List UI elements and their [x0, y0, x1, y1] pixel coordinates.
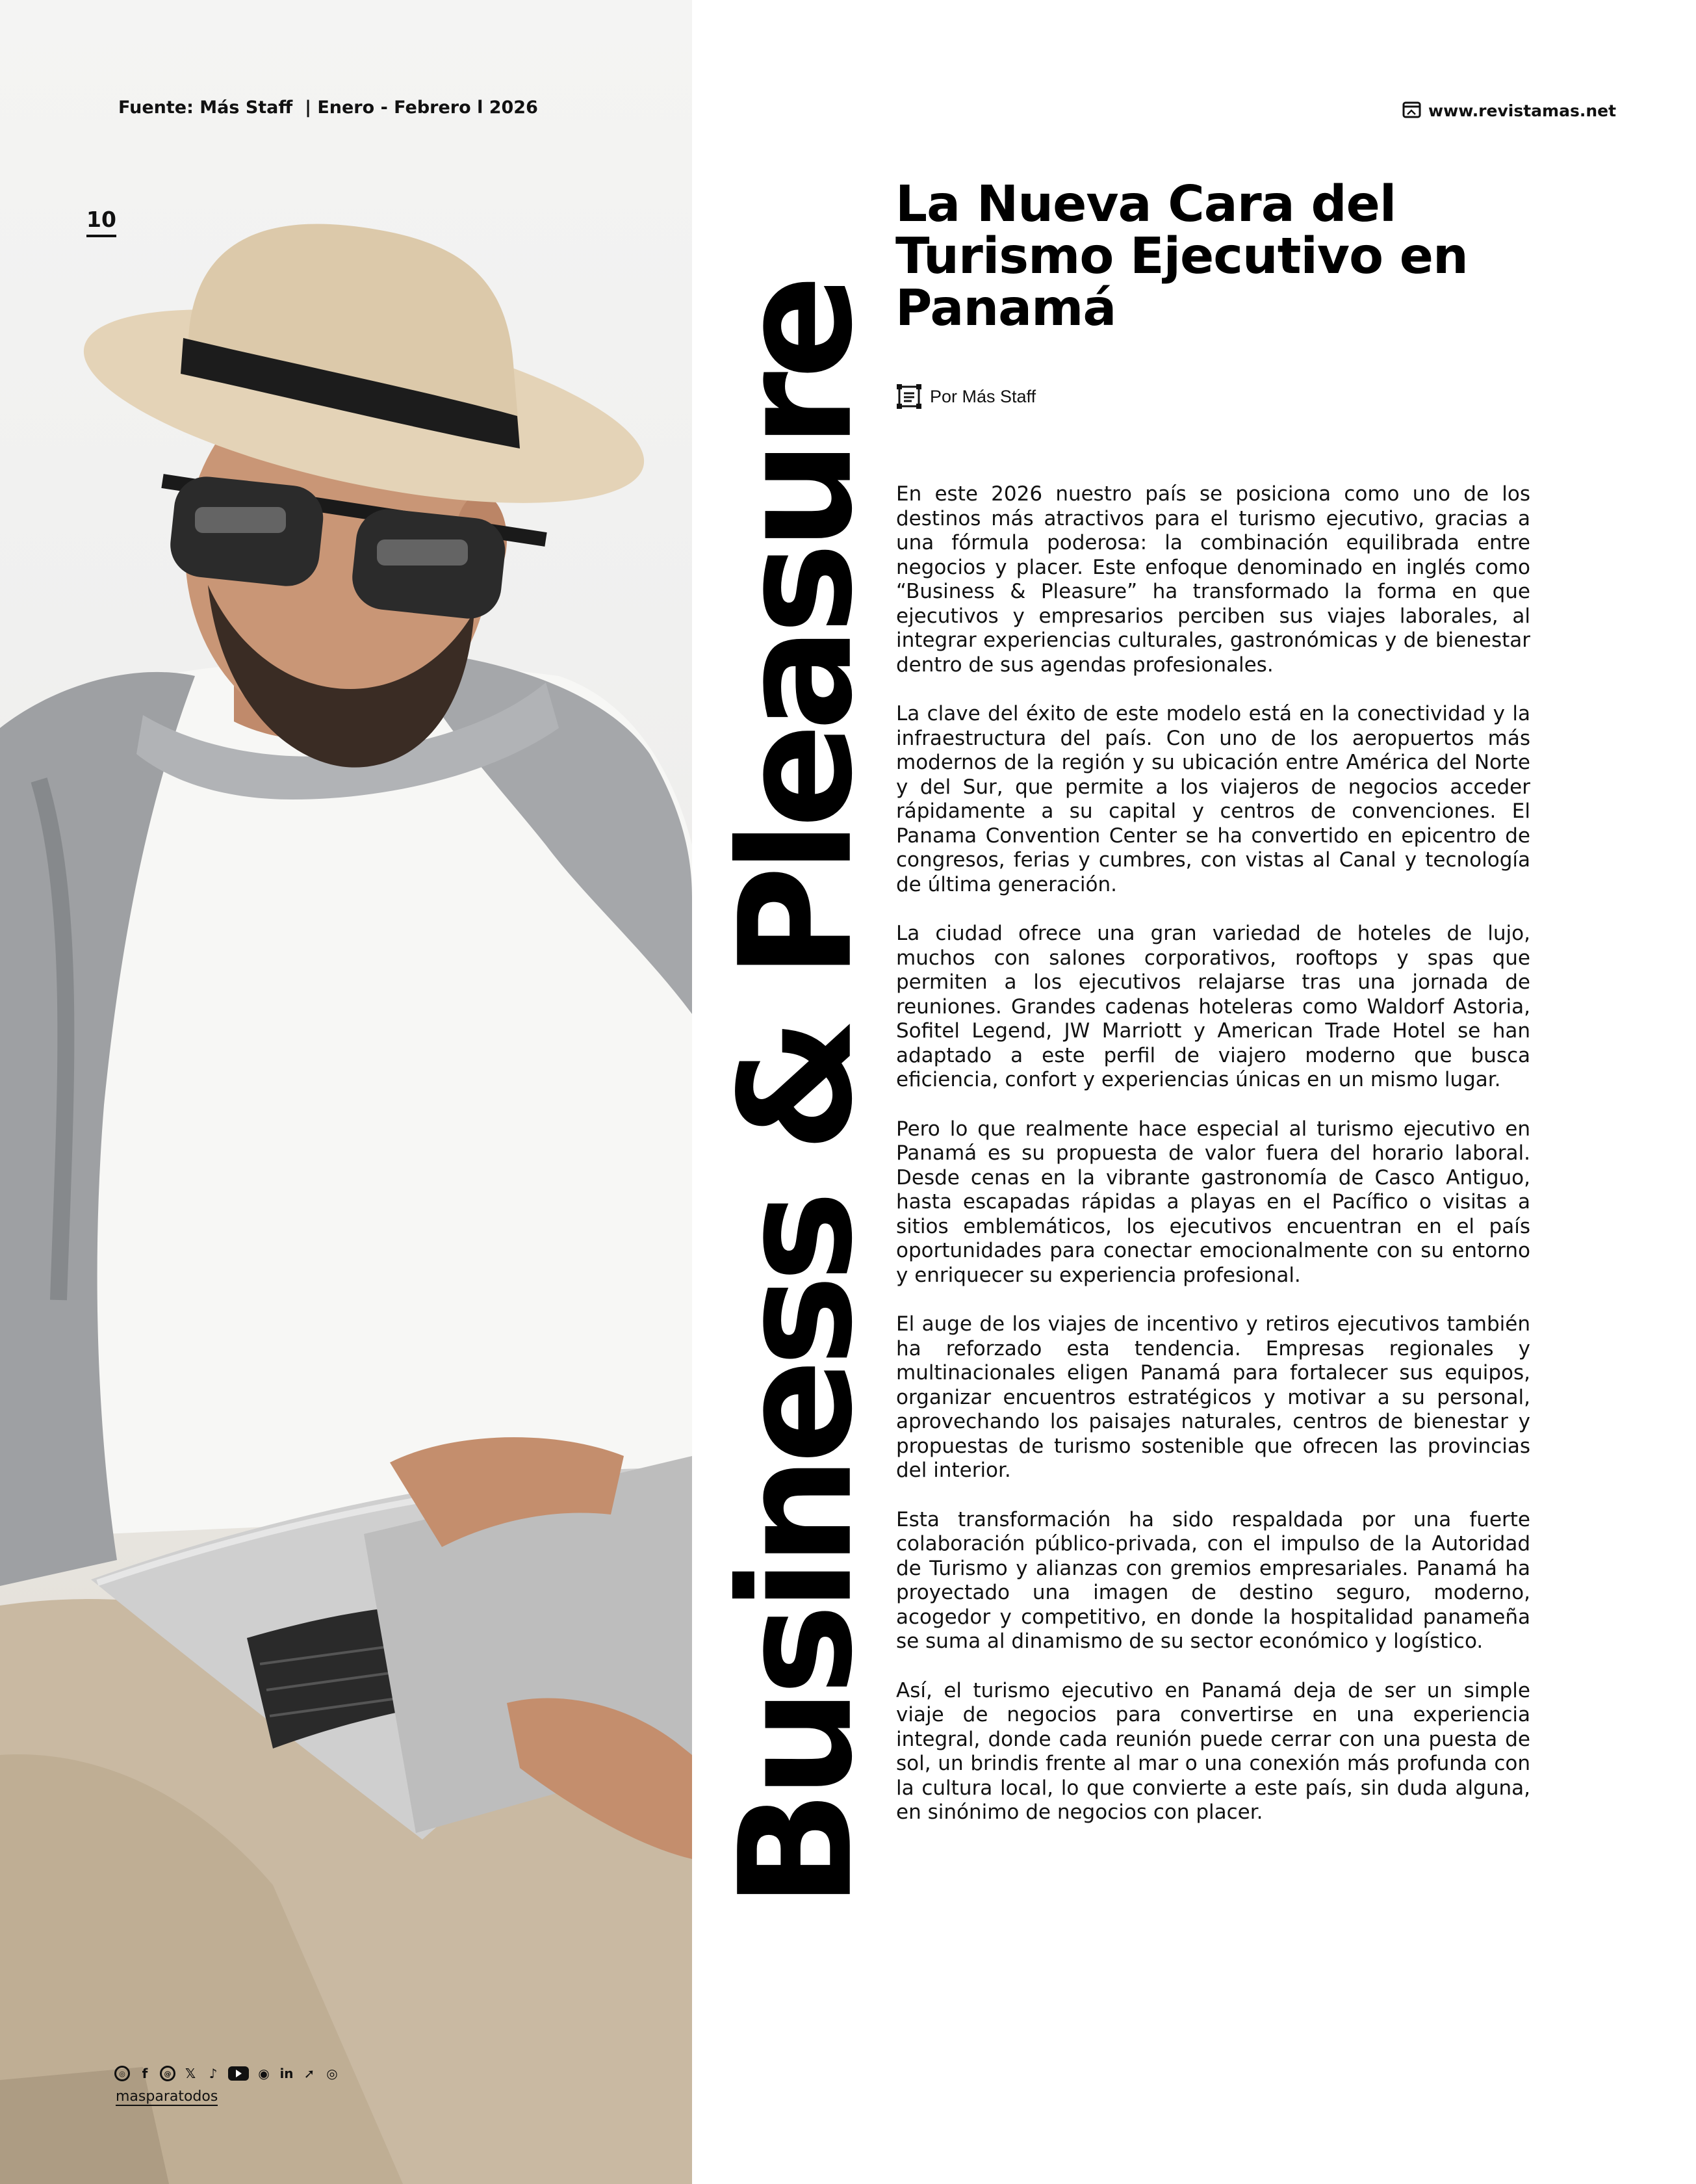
section-title-vertical — [707, 162, 888, 2028]
threads-icon[interactable]: @ — [160, 2066, 175, 2081]
rss-icon[interactable]: ➚ — [303, 2066, 315, 2081]
section-title: Business & Pleasure — [707, 282, 888, 1908]
article-title: La Nueva Cara del Turismo Ejecutivo en Panamá — [895, 176, 1468, 337]
tiktok-icon[interactable]: ♪ — [209, 2066, 218, 2081]
byline — [896, 384, 1036, 410]
article-paragraph: La ciudad ofrece una gran variedad de hoteles de lujo, muchos con salones corporativos, rooftops y spas que permiten a los ejecutivos relajarse tras una jornada de reuniones. Grandes cadenas hoteleras como Waldorf Astoria, Sofitel Legend, JW Marriott y American Trade Hotel se han adaptado a este perfil de viajero moderno que busca eficiencia, confort y experiencias únicas en un mismo lugar. — [896, 922, 1530, 1091]
author-icon — [896, 384, 922, 410]
cover-photo — [0, 0, 692, 2184]
social-icons-row — [114, 2066, 340, 2081]
man-with-laptop-illustration — [0, 0, 692, 2184]
web-icon — [1402, 101, 1422, 120]
facebook-icon[interactable]: f — [142, 2066, 148, 2081]
article-paragraph: Esta transformación ha sido respaldada por una fuerte colaboración público-privada, con el impulso de la Autoridad de Turismo y alianzas con gremios empresariales. Panamá ha proyectado una imagen de destino seguro, moderno, acogedor y competitivo, en donde la hospitalidad panameña se suma al dinamismo de su sector económico y logístico. — [896, 1507, 1530, 1653]
x-icon[interactable]: 𝕏 — [185, 2066, 196, 2081]
site-link[interactable] — [1402, 101, 1616, 120]
spotify-icon[interactable]: ◉ — [258, 2066, 270, 2081]
article-paragraph: El auge de los viajes de incentivo y retiros ejecutivos también ha reforzado esta tendencia. Empresas regionales y multinacionales eligen Panamá para fortalecer sus equipos, organizar encuentros estratégicos y motivar a su personal, aprovechando los paisajes naturales, centros de bienestar y propuestas de turismo sostenible que ofrecen las provincias del interior. — [896, 1312, 1530, 1482]
page-number: 10 — [86, 207, 116, 237]
youtube-icon[interactable] — [228, 2066, 249, 2081]
linkedin-icon[interactable]: in — [279, 2066, 294, 2081]
podcast-icon[interactable]: ◎ — [326, 2066, 338, 2081]
article-body — [896, 482, 1530, 1850]
source-line: Fuente: Más Staff | Enero - Febrero l 2026 — [118, 98, 538, 118]
article-paragraph: En este 2026 nuestro país se posiciona como uno de los destinos más atractivos para el turismo ejecutivo, gracias a una fórmula poderosa: la combinación equilibrada entre negocios y placer. Este enfoque denominado en inglés como “Business & Pleasure” ha transformado la forma en que ejecutivos y empresarios perciben sus viajes laborales, al integrar experiencias culturales, gastronómicas y de bienestar dentro de sus agendas profesionales. — [896, 482, 1530, 677]
social-handle[interactable]: masparatodos — [116, 2088, 218, 2105]
byline-text: Por Más Staff — [930, 386, 1036, 406]
article-paragraph: La clave del éxito de este modelo está en la conectividad y la infraestructura del país. Con uno de los aeropuertos más modernos de la región y su ubicación entre América del Norte y del Sur, que permite a los viajeros de negocios acceder rápidamente a su capital y centros de convenciones. El Panama Convention Center se ha convertido en epicentro de congresos, ferias y cumbres, con vistas al Canal y tecnología de última generación. — [896, 702, 1530, 896]
article-paragraph: Pero lo que realmente hace especial al turismo ejecutivo en Panamá es su propuesta de valor fuera del horario laboral. Desde cenas en la vibrante gastronomía de Casco Antiguo, hasta escapadas rápidas a playas en el Pacífico o visitas a sitios emblemáticos, los ejecutivos encuentran en el país oportunidades para conectar emocionalmente con su entorno y enriquecer su experiencia profesional. — [896, 1117, 1530, 1287]
site-url[interactable]: www.revistamas.net — [1428, 101, 1617, 120]
article-paragraph: Así, el turismo ejecutivo en Panamá deja de ser un simple viaje de negocios para convertirse en una experiencia integral, donde cada reunión puede cerrar con una puesta de sol, un brindis frente al mar o una conexión más profunda con la cultura local, lo que convierte a este país, sin duda alguna, en sinónimo de negocios con placer. — [896, 1678, 1530, 1824]
instagram-icon[interactable]: ◎ — [114, 2066, 130, 2081]
